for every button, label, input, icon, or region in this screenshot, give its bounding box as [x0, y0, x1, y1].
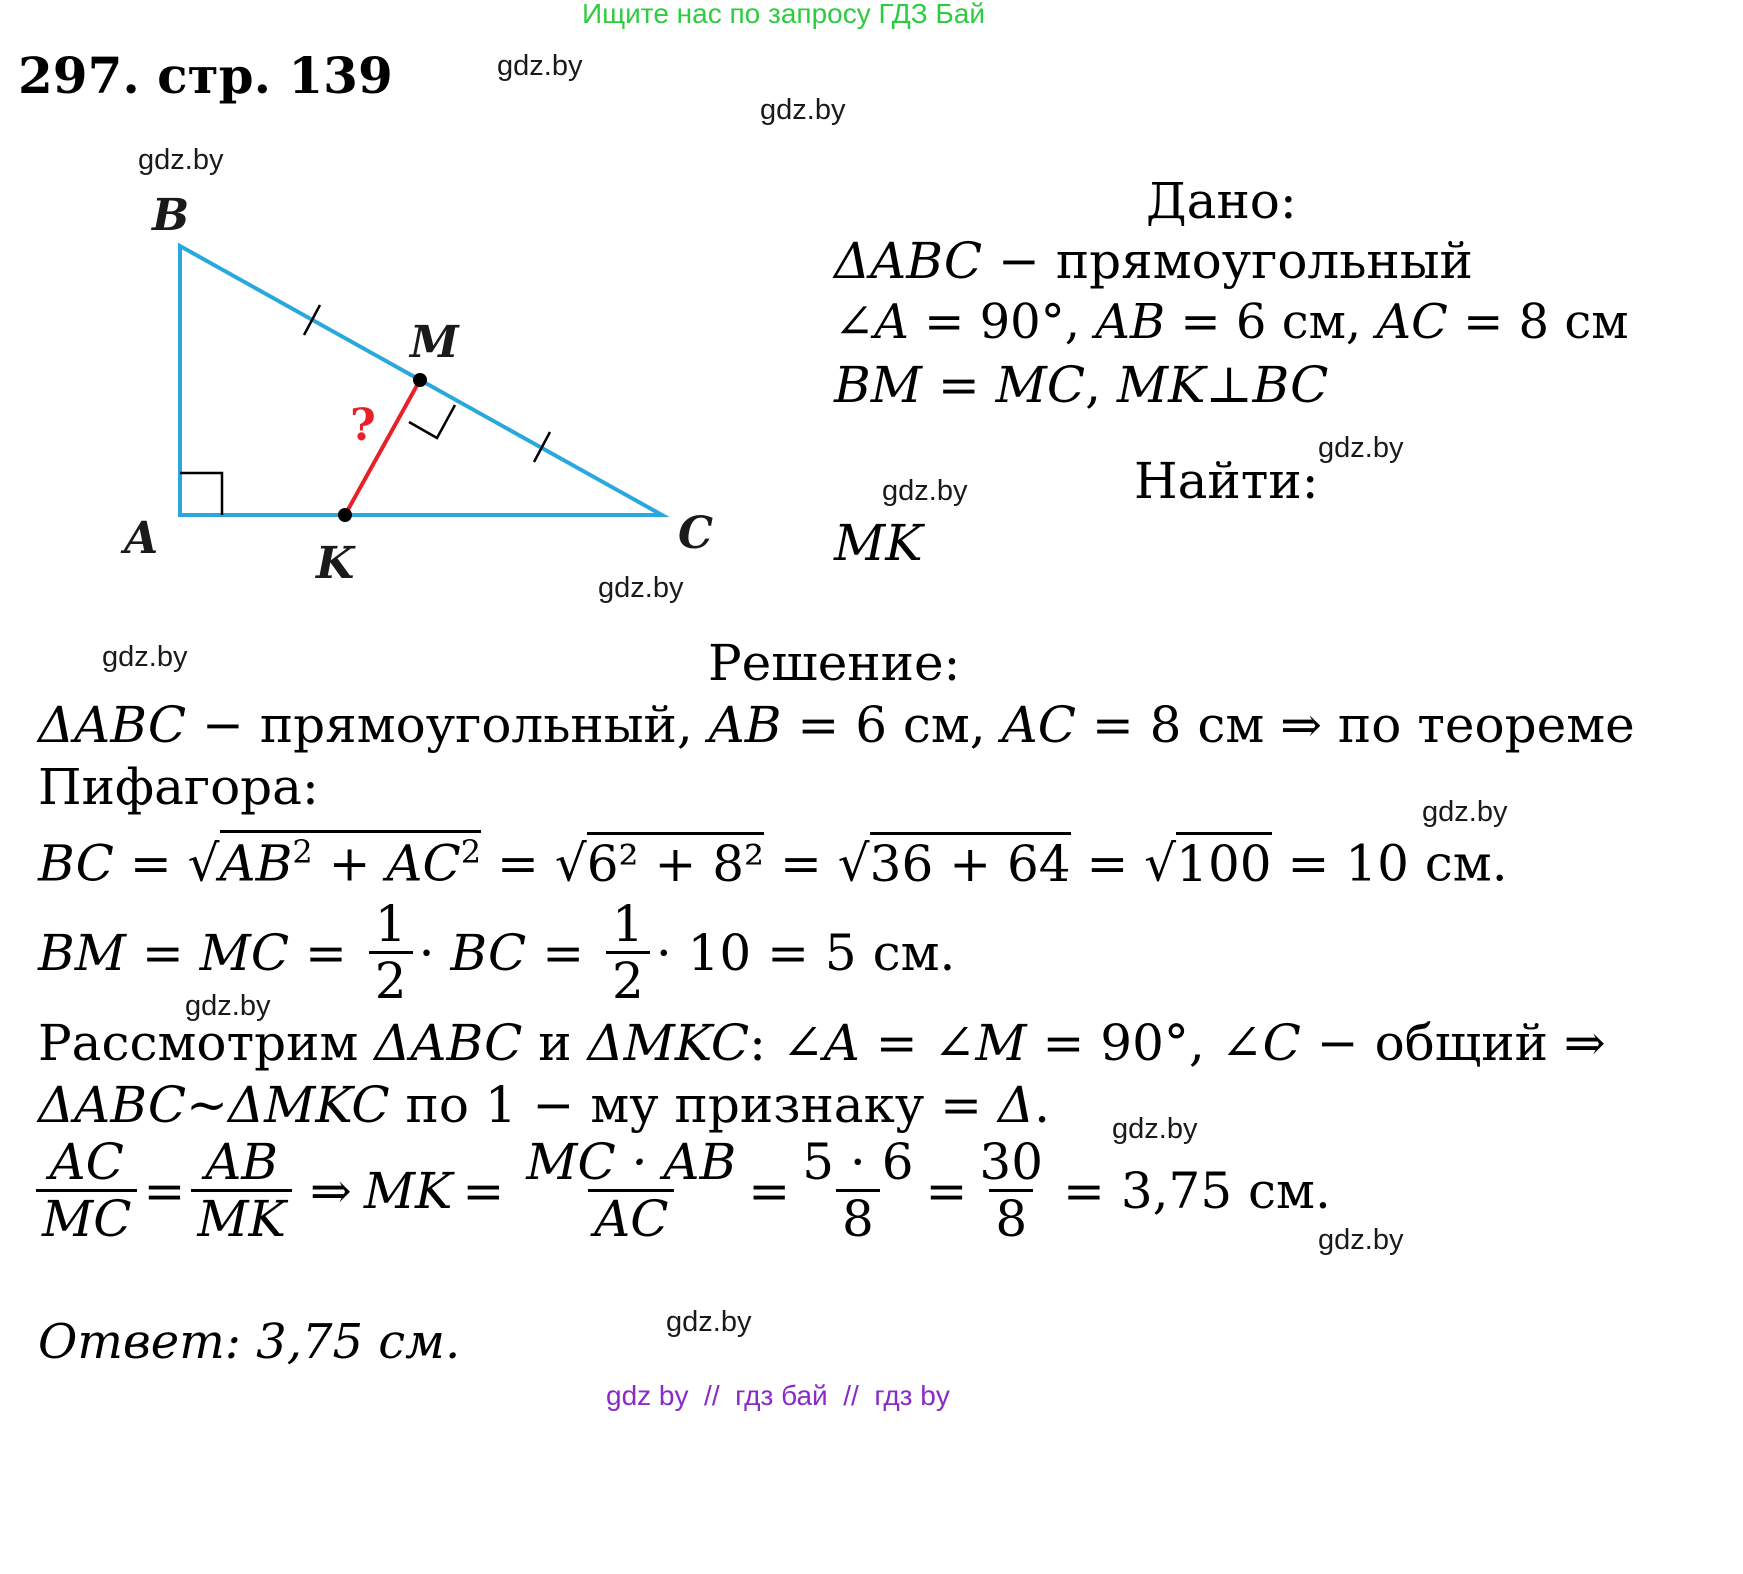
- frac-num: MC · AB: [526, 1133, 737, 1191]
- fraction-ab-mk: [191, 1133, 292, 1248]
- point-k: [338, 508, 352, 522]
- sol-eq: =: [113, 834, 188, 893]
- sqrt-sign: √: [1144, 834, 1177, 893]
- given-line-1: [834, 232, 1473, 290]
- frac-den: 2: [606, 951, 650, 1009]
- sol-ac: AC: [1001, 696, 1076, 754]
- fraction-half: [369, 895, 413, 1010]
- sol-text: − общий ⇒: [1300, 1014, 1606, 1072]
- sol-text: : ∠: [749, 1014, 824, 1072]
- sol-text: = 3,75 см.: [1063, 1162, 1331, 1221]
- page-title: 297. стр. 139: [18, 46, 393, 105]
- frac-den: AC: [588, 1189, 674, 1247]
- given-ac: AC: [1376, 294, 1448, 350]
- sol-text: · 10 = 5 см.: [655, 924, 956, 983]
- frac-num: AB: [205, 1133, 279, 1191]
- solution-line-7: [30, 1133, 1331, 1248]
- sol-abc: ΔABC: [374, 1014, 523, 1072]
- label-question: ?: [350, 400, 376, 451]
- solution-line-3: [38, 830, 1508, 893]
- frac-num: 30: [979, 1133, 1044, 1191]
- given-text: = 8 см: [1447, 294, 1629, 350]
- sol-mc: MC: [199, 924, 290, 983]
- sol-mk: MK: [363, 1162, 453, 1221]
- sol-eq: =: [764, 834, 838, 893]
- solution-line-4: [38, 895, 956, 1010]
- sol-bc: BC: [450, 924, 527, 983]
- right-angle-mark-m: [409, 405, 455, 438]
- sol-eq: =: [143, 1162, 186, 1221]
- label-k: K: [316, 538, 355, 589]
- find-value: MK: [834, 514, 923, 572]
- sol-mkc: ΔMKC: [587, 1014, 750, 1072]
- sol-text: по 1 − му признаку =: [389, 1076, 998, 1134]
- sqrt-sign: √: [187, 834, 220, 893]
- watermark: gdz.by: [1112, 1113, 1198, 1145]
- sol-arrow: ⇒: [309, 1162, 352, 1221]
- sol-dot: ·: [418, 924, 451, 983]
- given-heading: Дано:: [1146, 172, 1297, 230]
- sol-similar: ΔABC~ΔMKC: [38, 1076, 390, 1134]
- radicand-4: 100: [1176, 832, 1271, 893]
- frac-den: MC: [36, 1189, 137, 1247]
- tick-mark-bm: [304, 305, 320, 335]
- sol-eq: =: [748, 1162, 791, 1221]
- given-text: − прямоугольный: [982, 232, 1473, 290]
- sol-m: M: [975, 1014, 1027, 1072]
- watermark: gdz.by: [1422, 796, 1508, 828]
- sol-triangle: ΔABC: [38, 696, 187, 754]
- watermark: gdz.by: [666, 1306, 752, 1338]
- sol-text: = 6 см,: [781, 696, 1002, 754]
- frac-num: AC: [49, 1133, 124, 1191]
- sol-bc: BC: [38, 834, 114, 893]
- frac-den: MK: [191, 1189, 292, 1247]
- sol-delta: Δ: [997, 1076, 1035, 1134]
- fraction-ac-mc: [36, 1133, 137, 1248]
- given-bm: BM: [834, 356, 922, 414]
- watermark: gdz.by: [760, 94, 846, 126]
- radicand-1: [220, 830, 482, 893]
- sol-text: = 10 см.: [1271, 834, 1508, 893]
- sqrt-sign: √: [837, 834, 870, 893]
- exponent: 2: [292, 833, 313, 871]
- sol-c: C: [1262, 1014, 1301, 1072]
- frac-num: 1: [612, 895, 644, 953]
- sol-a: A: [823, 1014, 860, 1072]
- watermark: gdz.by: [1318, 432, 1404, 464]
- given-text: = 90°,: [908, 294, 1096, 350]
- given-mk: MK: [1116, 356, 1206, 414]
- frac-num: 5 · 6: [802, 1133, 914, 1191]
- fraction-mcab-ac: [520, 1133, 742, 1248]
- sqrt-sign: √: [554, 834, 587, 893]
- plus: +: [312, 834, 387, 893]
- triangle-diagram: [0, 180, 740, 640]
- rad-ac: AC: [386, 834, 461, 893]
- perpendicular-symbol: ⊥: [1205, 356, 1253, 414]
- sol-ab: AB: [708, 696, 782, 754]
- given-mc: MC: [995, 356, 1086, 414]
- right-angle-mark-a: [180, 473, 222, 515]
- watermark: gdz.by: [497, 50, 583, 82]
- label-c: C: [678, 508, 714, 559]
- fraction-56-8: [796, 1133, 919, 1248]
- given-ab: AB: [1095, 294, 1166, 350]
- solution-heading: Решение:: [708, 634, 961, 692]
- frac-num: 1: [374, 895, 407, 953]
- frac-den: 8: [836, 1189, 880, 1247]
- frac-den: 2: [369, 951, 413, 1009]
- sol-text: Рассмотрим: [38, 1014, 375, 1072]
- rad-ab: AB: [219, 834, 293, 893]
- solution-line-1: [38, 696, 1635, 754]
- fraction-half: [606, 895, 650, 1010]
- sol-eq: =: [925, 1162, 968, 1221]
- solution-line-2: Пифагора:: [38, 758, 319, 816]
- sol-eq: =: [526, 924, 601, 983]
- sol-eq: =: [289, 924, 363, 983]
- sol-eq: =: [125, 924, 200, 983]
- sol-text: .: [1034, 1076, 1050, 1134]
- sol-bm: BM: [38, 924, 126, 983]
- watermark: gdz.by: [102, 641, 188, 673]
- watermark: gdz.by: [185, 990, 271, 1022]
- sol-eq: =: [481, 834, 555, 893]
- label-m: M: [410, 317, 459, 368]
- radicand-3: 36 + 64: [870, 832, 1071, 893]
- solution-line-6: [38, 1076, 1050, 1134]
- given-text: ,: [1085, 356, 1117, 414]
- watermark: gdz.by: [598, 572, 684, 604]
- frac-den: 8: [989, 1189, 1033, 1247]
- sol-text: = 90°, ∠: [1026, 1014, 1263, 1072]
- watermark: gdz.by: [138, 144, 224, 176]
- given-text: = 6 см,: [1165, 294, 1377, 350]
- sol-eq: =: [1070, 834, 1145, 893]
- fraction-30-8: [973, 1133, 1049, 1248]
- given-triangle: ΔABC: [834, 232, 983, 290]
- sol-text: − прямоугольный,: [186, 696, 709, 754]
- sol-text: и: [522, 1014, 588, 1072]
- given-line-3: [834, 356, 1328, 414]
- solution-line-5: [38, 1014, 1606, 1072]
- sol-eq: =: [462, 1162, 505, 1221]
- header-link[interactable]: Ищите нас по запросу ГДЗ Бай: [582, 0, 986, 29]
- given-angle-a: ∠A: [834, 294, 909, 350]
- given-text: =: [921, 356, 996, 414]
- given-bc: BC: [1252, 356, 1329, 414]
- sol-text: = 8 см ⇒ по теореме: [1075, 696, 1635, 754]
- radicand-2: 6² + 8²: [587, 832, 764, 893]
- find-heading: Найти:: [1134, 452, 1319, 510]
- footer-links[interactable]: gdz by // гдз бай // гдз by: [606, 1380, 950, 1411]
- exponent: 2: [460, 833, 482, 871]
- watermark: gdz.by: [1318, 1224, 1404, 1256]
- sol-text: = ∠: [859, 1014, 976, 1072]
- point-m: [413, 373, 427, 387]
- watermark: gdz.by: [882, 475, 968, 507]
- answer: Ответ: 3,75 см.: [38, 1314, 461, 1370]
- given-line-2: [834, 294, 1629, 350]
- label-b: B: [152, 190, 190, 241]
- label-a: A: [124, 513, 159, 564]
